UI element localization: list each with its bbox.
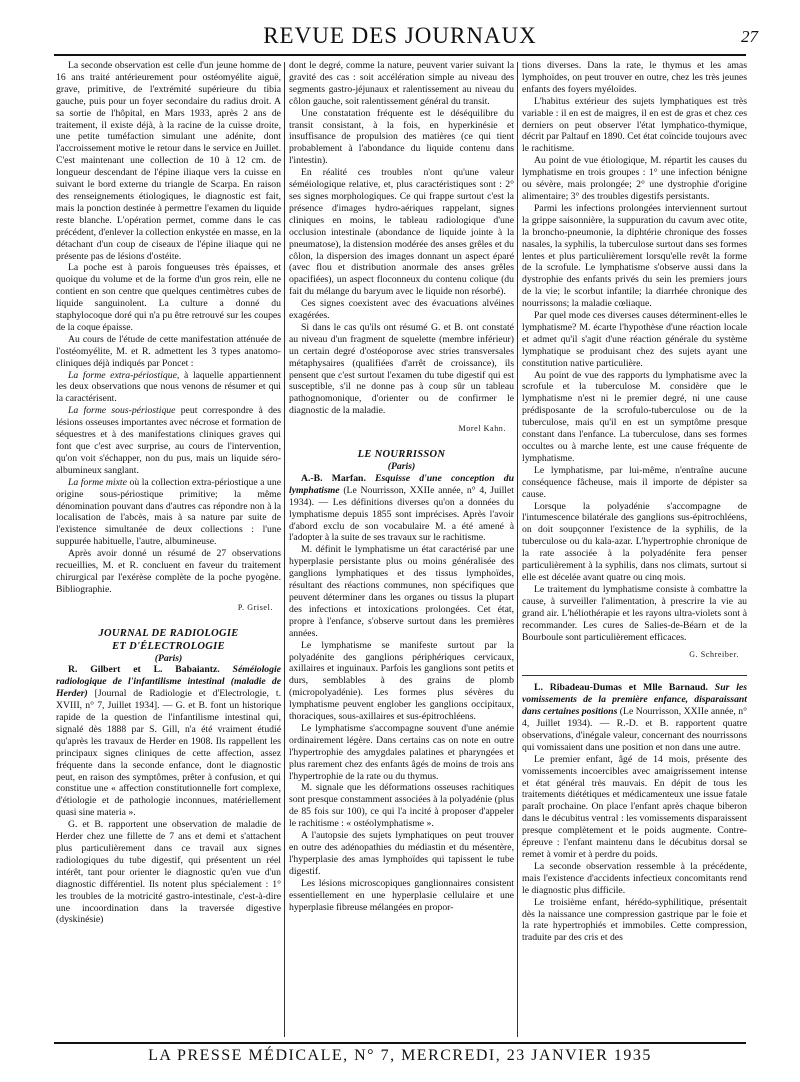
- paragraph: A l'autopsie des sujets lymphatiques on peut trouver en outre des adénopathies du médiastin et du mésentère, l'hyperplasie des amas lymphoïdes qui tapissent le tube digestif.: [289, 830, 514, 877]
- paragraph: Une constatation fréquente est le déséquilibre du transit consistant, à la fois, en hyperkinésie et insuffisance de propulsion des matières (ce qui tient probablement à l'abondance du liquide contenu dans l'intestin).: [289, 107, 514, 167]
- paragraph-text: à laquelle appartiennent les deux observations que nous venons de résumer et qui la caractérisent.: [56, 369, 281, 405]
- paragraph: tions diverses. Dans la rate, le thymus et les amas lymphoïdes, on peut trouver en outre, chez les très jeunes enfants des foyers myéloïdes.: [522, 60, 747, 95]
- article-entry: [56, 664, 281, 819]
- paragraph: Au cours de l'étude de cette manifestation atténuée de l'ostéomyélite, M. et R. admettent les 3 types anatomo-cliniques déjà indiqués par Poncet :: [56, 333, 281, 369]
- reviewer-signature: P. Grisel.: [237, 602, 273, 612]
- paragraph-text: peut correspondre à des lésions osseuses importantes avec nécrose et formation de séquestres et à des manifestations cliniques graves qui font que c'est avec surprise, au cours de l'intervention, qu'on voit s'échapper, non du pus, mais un liquide séro-albumineux sanglant.: [56, 405, 281, 476]
- article-reference: (Le Nourrisson, XXIIe année, n° 4, Juillet 1934). — R.-D. et B. rapportent quatre observations, d'inégale valeur, concernant des nourrissons qui vomissaient dans une position et non dans une autre.: [522, 706, 747, 753]
- paragraph-text: où la collection extra-périostique a une origine sous-périostique primitive; la même dénomination pouvant dans d'autres cas répondre non à la localisation de l'abcès, mais à sa nature par suite de l'existence simultanée de deux collections : l'une suppurée habituelle, l'autre, albumineuse.: [56, 476, 281, 548]
- article-title: Séméiologie radiologique de l'infantilisme intestinal (maladie de Herder): [56, 664, 281, 700]
- running-header-title: REVUE DES JOURNAUX: [263, 23, 537, 48]
- article-authors: L. Ribadeau-Dumas et Mlle Barnaud.: [534, 682, 708, 694]
- journal-section-city: (Paris): [154, 652, 183, 664]
- paragraph: G. et B. rapportent une observation de maladie de Herder chez une fillette de 7 ans et demi et s'attachent plus particulièrement dans ce travail aux signes radiologiques du tube digestif, qui présentent un réel intérêt, tant pour orienter le diagnostic qu'en vue d'un diagnostic différentiel. Ils notent plus spécialement : 1° les troubles de la motricité gastro-intestinale, c'est-à-dire une incoordination dans la traversée digestive (dyskinésie): [56, 819, 281, 926]
- paragraph: M. signale que les déformations osseuses rachitiques sont presque constamment associées à la polyadénie (plus de 85 fois sur 100), ce qui l'a incité à proposer d'appeler le rachitisme : « ostéolymphatisme ».: [289, 782, 514, 830]
- article-reference: [Journal de Radiologie et d'Electrologie, t. XVIII, n° 7, Juillet 1934]. — G. et B. font un historique rapide de la question de l'infantilisme intestinal qui, signalé dès 1888 par S. Gill, n'a été vraiment étudié qu'après les travaux de Herder en 1908. Ils rappellent les principaux signes cliniques de cette affection, assez fréquente dans la seconde enfance, dont le diagnostic peut, en raison des symptômes, prêter à confusion, et qui constitue une « affection constitutionnelle fort complexe, d'étiologie et de pathologie inconnues, matériellement quasi sine materia ».: [56, 688, 281, 819]
- paragraph: Par quel mode ces diverses causes déterminent-elles le lymphatisme? M. écarte l'hypothèse d'une réaction locale et admet qu'il s'agit d'une réaction générale du système lymphatique se produisant chez des sujets ayant une constitution native particulière.: [522, 310, 747, 369]
- column-divider: [517, 62, 518, 1037]
- column-divider: [284, 62, 285, 1037]
- column-middle: [289, 60, 514, 1040]
- article-reference: (Le Nourrisson, XXIIe année, n° 4, Juillet 1934). — Les définitions diverses qu'on a données du lymphatisme depuis 1855 sont imprécises. Après l'avoir d'abord exclu de son vocabulaire M. a été amené à l'adopter à la suite de ses travaux sur le rachitisme.: [289, 484, 514, 544]
- paragraph: L'habitus extérieur des sujets lymphatiques est très variable : il en est de maigres, il en est de gras et chez ces derniers on peut observer l'état lymphatico-thymique, décrit par Paltauf en 1890. Cet état coïncide toujours avec le rachitisme.: [522, 95, 747, 155]
- paragraph: Parmi les infections prolongées interviennent surtout la grippe saisonnière, la suppuration du cavum avec otite, la broncho-pneumonie, la diphtérie chronique des fosses nasales, la syphilis, la tuberculose surtout dans ses formes lentes et plus particulièrement lorsqu'elle revêt la forme de la scrofule. Le lymphatisme s'observe aussi dans la dystrophie des enfants privés du sein les premiers jours de la vie; le scorbut infantile; la diarrhée chronique des nourrissons; la maladie cœliaque.: [522, 202, 747, 310]
- journal-section-title: JOURNAL DE RADIOLOGIE: [98, 627, 239, 639]
- paragraph: Ces signes coexistent avec des évacuations alvéines exagérées.: [289, 298, 514, 322]
- paragraph: Si dans le cas qu'ils ont résumé G. et B. ont constaté au niveau d'un fragment de squelette (membre inférieur) un certain degré d'ostéoporose avec stries transversales métaphysaires (qualifiées d'arrêt de croissance), ils pensent que c'est surtout l'examen du tube digestif qui est susceptible, s'il ne donne pas à coup sûr un tableau pathognomonique, d'orienter ou de confirmer le diagnostic de la maladie.: [289, 321, 514, 417]
- paragraph: En réalité ces troubles n'ont qu'une valeur séméiologique relative, et, plus caractéristiques sont : 2° ses signes morphologiques. Ce qui frappe surtout c'est la présence d'images hydro-aériques rappelant, signes cliniques en moins, le tableau radiologique d'une occlusion intestinale (abondance de liquide jointe à la pneumatose), la distension modérée des anses grêles et du côlon, la dispersion des images donnant un aspect éparé (avec flou et distribution anormale des anses grêles opacifiées), un aspect floconneux du contenu colique (du fait du mélange du baryum avec le liquide non résorbé).: [289, 167, 514, 298]
- paragraph: Au point de vue des rapports du lymphatisme avec la scrofule et la tuberculose M. considère que le lymphatisme n'est ni le premier degré, ni une cause prédisposante de la scrofulo-tuberculose ou de la tuberculose, mais qu'il en est un symptôme presque constant dans l'enfance. La tuberculose, dans ses formes occultes ou à marche lente, est une cause fréquente de lymphatisme.: [522, 369, 747, 464]
- paragraph: La seconde observation est celle d'un jeune homme de 16 ans traité antérieurement pour ostéomyélite aiguë, grave, primitive, de l'extrémité supérieure du tibia gauche, puis pour un foyer secondaire du radius droit. A sa sortie de l'hôpital, en Mars 1933, après 2 ans de traitement, il existe déjà, à la racine de la cuisse droite, une petite tuméfaction simulant une adénite, dont l'accroissement motive le retour dans le service en Juillet. C'est maintenant une collection de 10 à 12 cm. de longueur descendant de l'épine iliaque vers la cuisse en suivant le bord externe du triangle de Scarpa. En raison des renseignements étiologiques, le diagnostic est fait, mais la ponction destinée à permettre l'examen du liquide reste blanche. L'opération permet, comme dans le cas précédent, d'enlever la collection enkystée en masse, en la détachant d'un coup de ciseaux de l'épine iliaque qui ne présente pas de lésions d'ostéite.: [56, 60, 281, 262]
- paragraph: Le traitement du lymphatisme consiste à combattre la cause, à surveiller l'alimentation, à prescrire la vie au grand air. L'héliothérapie et les rayons ultra-violets sont à recommander. Les cures de Salies-de-Béarn et de la Bourboule sont particulièrement efficaces.: [522, 583, 747, 643]
- paragraph: Les lésions microscopiques ganglionnaires consistent essentiellement en une hyperplasie cellulaire et une hyperplasie fibreuse mélangées en propor-: [289, 877, 514, 913]
- paragraph: La poche est à parois fongueuses très épaisses, et quoique du volume et de la forme d'un gros rein, elle ne contient en son centre que quelques centimètres cubes de liquide sanguinolent. La culture a donné du staphylocoque doré qui n'a pu être retrouvé sur les coupes de la coque épaisse.: [56, 262, 281, 333]
- paragraph: [56, 370, 281, 406]
- paragraph: Lorsque la polyadénie s'accompagne de l'intumescence bilatérale des ganglions sus-épitrochléens, on doit soupçonner l'existence de la syphilis, de la tuberculose ou du kala-azar. L'hypertrophie chronique de la rate associée à la polyadénite fera penser particulièrement à la syphilis, dans nos climats, surtout si elle est décelée avant quatre ou cinq mois.: [522, 500, 747, 583]
- paragraph: Après avoir donné un résumé de 27 observations recueillies, M. et R. concluent en faveur du traitement chirurgical par l'exérèse complète de la poche pyogène. Bibliographie.: [56, 548, 281, 595]
- paragraph: Le lymphatisme se manifeste surtout par la polyadénite des ganglions périphériques cervicaux, axillaires et inguinaux. Parfois les ganglions sont petits et durs, semblables à des grains de plomb (micropolyadénie). Les formes plus sévères du lymphatisme peuvent englober les ganglions occipitaux, thoraciques, sous-axillaires et sus-épitrochléens.: [289, 639, 514, 723]
- header-rule: [54, 54, 746, 56]
- article-entry: [289, 473, 514, 544]
- paragraph: [56, 405, 281, 476]
- paragraph: [56, 477, 281, 548]
- paragraph: M. définit le lymphatisme un état caractérisé par une hyperplasie persistante plus ou moins généralisée des ganglions lymphatiques et des tissus lymphoïdes, résultant des réactions communes, non spécifiques que peuvent déterminer dans les organes ou tissus la plupart des infections et intoxications prolongées. Cet état, propre à l'enfance, s'observe surtout dans les premières années.: [289, 544, 514, 639]
- paragraph: Le lymphatisme, par lui-même, n'entraîne aucune conséquence fâcheuse, mais il importe de dépister sa cause.: [522, 464, 747, 500]
- paragraph: Au point de vue étiologique, M. répartit les causes du lymphatisme en trois groupes : 1° une infection bénigne ou sévère, mais prolongée; 2° une dystrophie d'origine alimentaire; 3° des troubles digestifs persistants.: [522, 155, 747, 202]
- journal-section-title: LE NOURRISSON: [357, 449, 446, 461]
- journal-section-title: ET D'ÉLECTROLOGIE: [112, 640, 225, 652]
- article-title: Sur les vomissements de la première enfance, disparaissant dans certaines positions: [522, 682, 747, 718]
- column-right: [522, 60, 747, 1040]
- article-title: Esquisse d'une conception du lymphatisme: [289, 472, 514, 496]
- paragraph: dont le degré, comme la nature, peuvent varier suivant la gravité des cas : soit accélération simple au niveau des segments gastro-jéjunaux et ralentissement au niveau du côlon gauche, soit ralentissement général du transit.: [289, 60, 514, 107]
- paragraph: Le premier enfant, âgé de 14 mois, présente des vomissements incoercibles avec amaigrissement intense et état général très mauvais. En dépit de tous les traitements diététiques et médicamenteux une issue fatale paraît prochaine. On place l'enfant après chaque biberon dans le décubitus ventral : les vomissements disparaissent presque complètement et le poids augmente. Contre-épreuve : l'enfant maintenu dans le décubitus dorsal se remet à vomir et à perdre du poids.: [522, 753, 747, 860]
- article-authors: R. Gilbert et L. Babaiantz.: [68, 664, 220, 676]
- form-name: La forme mixte: [68, 476, 127, 488]
- article-entry: [522, 682, 747, 753]
- paragraph: La seconde observation ressemble à la précédente, mais l'existence d'accidents infectieux concomitants rend le diagnostic plus difficile.: [522, 860, 747, 896]
- page-number: 27: [741, 27, 758, 46]
- column-left: [56, 60, 281, 1040]
- journal-section-city: (Paris): [387, 461, 416, 472]
- reviewer-signature: G. Schreiber.: [689, 650, 739, 660]
- footer-rule: [54, 1042, 746, 1044]
- reviewer-signature: Morel Kahn.: [458, 424, 506, 434]
- article-authors: A.-B. Marfan.: [301, 472, 366, 484]
- form-name: La forme sous-périostique: [68, 405, 176, 417]
- paragraph: Le troisième enfant, hérédo-syphilitique, présentait dès la naissance une compression gastrique par le foie et la rate hypertrophiés et immobiles. Cette compression, traduite par des cris et des: [522, 896, 747, 944]
- article-separator: [522, 675, 747, 676]
- paragraph: Le lymphatisme s'accompagne souvent d'une anémie ordinairement légère. Dans certains cas on note en outre l'hypertrophie des amygdales palatines et pharyngées et plus rarement chez des enfants âgés de moins de trois ans l'hypertrophie de la rate ou du thymus.: [289, 722, 514, 782]
- running-footer: LA PRESSE MÉDICALE, N° 7, MERCREDI, 23 JANVIER 1935: [148, 1047, 652, 1064]
- form-name: La forme extra-périostique,: [68, 369, 180, 381]
